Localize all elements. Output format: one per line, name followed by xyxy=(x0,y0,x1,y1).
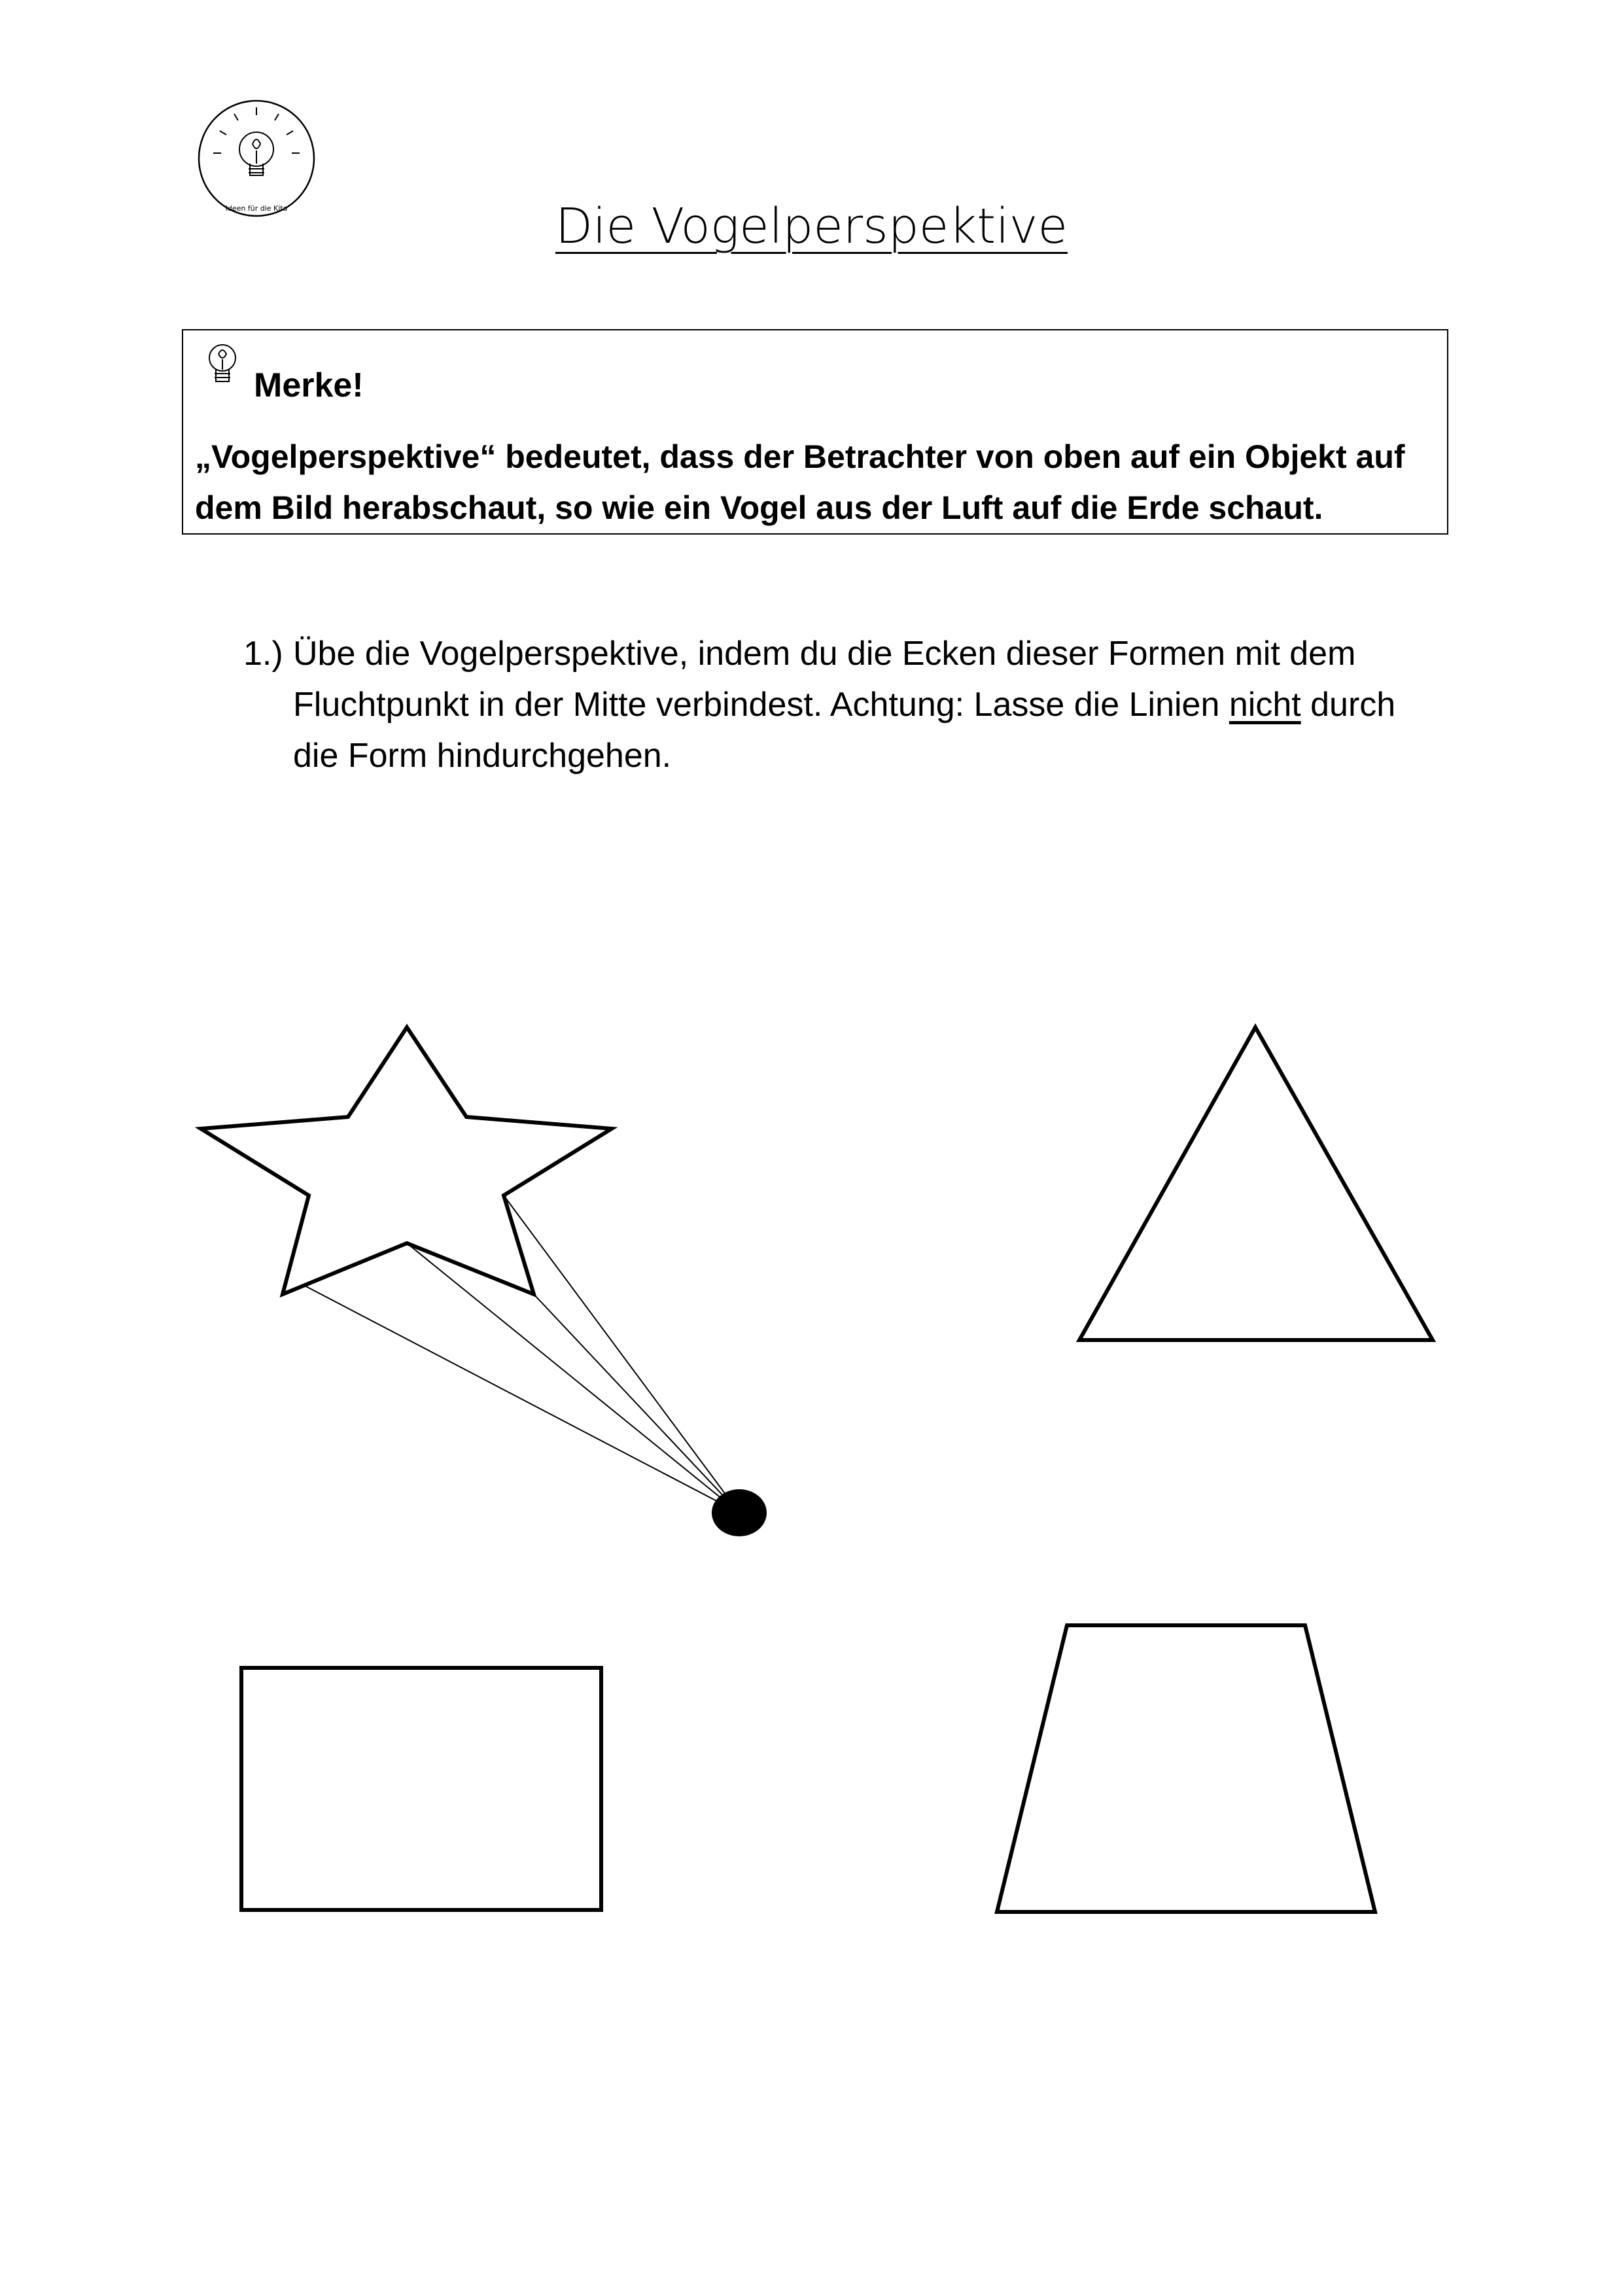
task-text-start: Übe die Vogelperspektive, indem du die Ecken dieser Formen mit dem Fluchtpunkt in der Mitte verbindest. Achtung: Lasse die Linien xyxy=(293,635,1356,724)
triangle-shape xyxy=(1079,1027,1433,1340)
vanishing-point xyxy=(712,1489,767,1536)
page-title-text: Die Vogelperspektive xyxy=(555,198,1068,255)
rectangle-shape xyxy=(241,1668,601,1910)
trapezoid-shape xyxy=(997,1625,1375,1912)
merke-text: „Vogelperspektive“ bedeutet, dass der Betrachter von oben auf ein Objekt auf dem Bild herabschaut, so wie ein Vogel aus der Luft auf die Erde schaut. xyxy=(195,438,1405,526)
task-text-end: durch die Form hindurchgehen. xyxy=(293,686,1396,775)
task-text-emphasis: nicht xyxy=(1229,686,1301,724)
task-number: 1.) xyxy=(243,635,283,673)
merke-heading: Merke! xyxy=(254,366,364,404)
star-shape xyxy=(201,1027,612,1294)
example-lines xyxy=(302,1195,739,1513)
svg-text:Ideen für die Kita: Ideen für die Kita xyxy=(225,204,288,213)
